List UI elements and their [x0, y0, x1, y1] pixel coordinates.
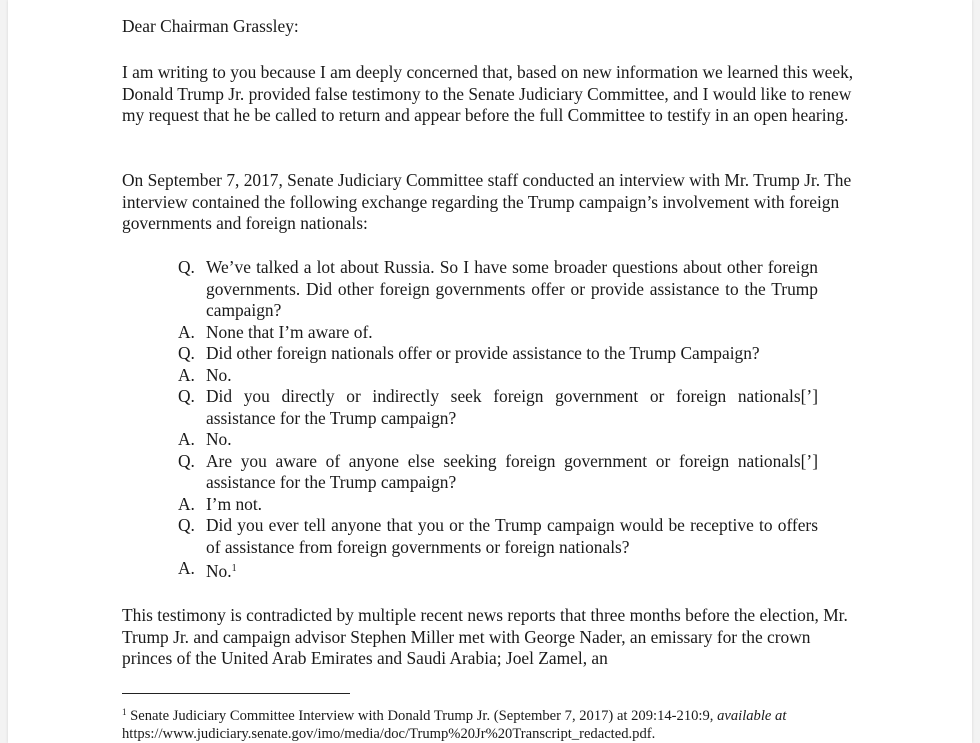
exchange-marker: A.	[178, 364, 195, 385]
letter-page	[8, 0, 972, 743]
footnote-available-at: available at	[717, 708, 787, 724]
paragraph-3: This testimony is contradicted by multiple recent news reports that three months before the election, Mr. Trump Jr. and campaign advisor Stephen Miller met with George Nader, an emissary for the crown princes of the United Arab Emirates and Saudi Arabia; Joel Zamel, an	[122, 605, 848, 668]
exchange-marker: A.	[178, 429, 195, 449]
exchange-item	[178, 386, 818, 429]
exchange-text: Did other foreign nationals offer or provide assistance to the Trump Campaign?	[206, 343, 760, 363]
exchange-item	[178, 494, 818, 516]
exchange-text: Did you ever tell anyone that you or the Trump campaign would be receptive to offers of assistance from foreign governments or foreign nationals?	[206, 515, 818, 557]
paragraph-1: I am writing to you because I am deeply concerned that, based on new information we learned this week, Donald Trump Jr. provided false testimony to the Senate Judiciary Committee, and I would like to renew my request that he be called to return and appear before the full Committee to testify in an open hearing.	[122, 62, 854, 125]
exchange-item	[178, 429, 818, 451]
exchange-item	[178, 558, 818, 583]
footnote-url[interactable]: https://www.judiciary.senate.gov/imo/media/doc/Trump%20Jr%20Transcript_redacted.pdf.	[122, 726, 656, 742]
exchange-marker: Q.	[178, 515, 195, 535]
exchange-text: No.	[206, 364, 232, 385]
paragraph-2: On September 7, 2017, Senate Judiciary Committee staff conducted an interview with Mr. Trump Jr. The interview contained the following exchange regarding the Trump campaign’s involvement with foreign governments and foreign nationals:	[122, 170, 852, 233]
exchange-marker: A.	[178, 558, 195, 578]
exchange-text: None that I’m aware of.	[206, 321, 373, 342]
exchange-item	[178, 257, 818, 322]
footnote-divider	[122, 693, 350, 694]
exchange-text: We’ve talked a lot about Russia. So I have some broader questions about other foreign governments. Did other foreign governments offer or provide assistance to the Trump campaign?	[206, 257, 818, 320]
final-answer: No.	[206, 561, 232, 581]
exchange-text: No.	[206, 429, 232, 449]
exchange-marker: A.	[178, 321, 195, 342]
exchange-item	[178, 515, 818, 558]
exchange-marker: A.	[178, 493, 195, 514]
exchange-text-final	[206, 558, 818, 583]
exchange-item	[178, 343, 818, 365]
exchange-marker: Q.	[178, 257, 195, 277]
salutation: Dear Chairman Grassley:	[122, 16, 299, 36]
footnote-text: Senate Judiciary Committee Interview with Donald Trump Jr. (September 7, 2017) at 209:14-210:9,	[130, 708, 714, 724]
exchange-marker: Q.	[178, 343, 195, 363]
exchange-text: I’m not.	[206, 493, 263, 514]
exchange-marker: Q.	[178, 386, 195, 406]
exchange-item	[178, 322, 818, 344]
footnote-reference[interactable]: 1	[231, 563, 237, 574]
exchange-marker: Q.	[178, 450, 195, 471]
exchange-item	[178, 365, 818, 387]
footnote	[122, 703, 882, 743]
exchange-item	[178, 451, 818, 494]
testimony-exchange	[178, 257, 818, 583]
exchange-text: Are you aware of anyone else seeking foreign government or foreign nationals[’] assistance for the Trump campaign?	[206, 450, 818, 492]
footnote-number: 1	[122, 707, 127, 717]
exchange-text: Did you directly or indirectly seek foreign government or foreign nationals[’] assistance for the Trump campaign?	[206, 386, 818, 428]
